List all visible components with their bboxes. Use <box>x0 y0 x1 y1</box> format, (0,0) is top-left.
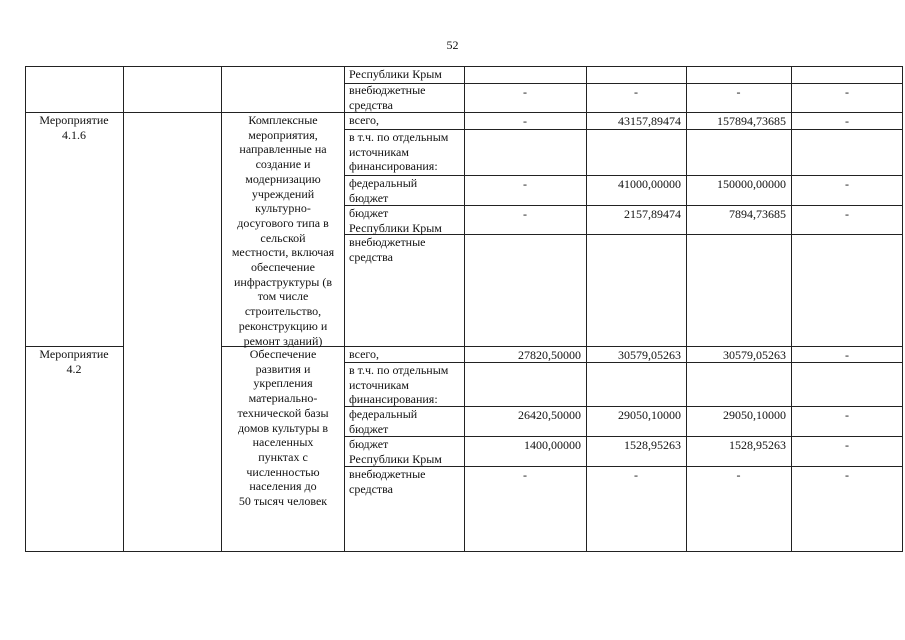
value-cell: 1528,95263 <box>624 438 681 452</box>
column-line <box>902 66 903 552</box>
value-cell: - <box>845 348 849 362</box>
funding-source: федеральный бюджет <box>349 407 418 436</box>
value-cell: - <box>523 177 527 191</box>
funding-source: бюджет Республики Крым <box>349 206 442 235</box>
value-cell: 30579,05263 <box>618 348 681 362</box>
funding-source: всего, <box>349 113 380 127</box>
value-cell: - <box>523 114 527 128</box>
value-cell: - <box>845 177 849 191</box>
value-cell: - <box>736 468 741 482</box>
value-cell: 26420,50000 <box>518 408 581 422</box>
funding-source: внебюджетные средства <box>349 83 426 112</box>
value-cell: 30579,05263 <box>723 348 786 362</box>
value-cell: 2157,89474 <box>624 207 681 221</box>
value-cell: - <box>634 468 638 482</box>
value-cell: - <box>845 408 849 422</box>
funding-source: внебюджетные средства <box>349 235 426 264</box>
value-cell: - <box>523 85 527 99</box>
financing-table <box>25 66 903 552</box>
measure-description: Комплексные мероприятия, направленные на создание и модернизацию учреждений культурно- досугового типа в сельской местности, включая обеспечение инфраструктуры (в том числе строительство, реконструкцию и ремонт зданий) <box>231 113 335 348</box>
value-cell: - <box>845 207 849 221</box>
funding-source: Республики Крым <box>349 67 442 81</box>
measure-label: Мероприятие 4.1.6 <box>39 113 109 142</box>
funding-source: в т.ч. по отдельным источникам финансирования: <box>349 130 449 174</box>
funding-source: всего, <box>349 347 380 361</box>
column-line <box>25 66 26 552</box>
page-number: 52 <box>446 38 459 52</box>
funding-source: в т.ч. по отдельным источникам финансирования: <box>349 363 449 407</box>
value-cell: 29050,10000 <box>723 408 786 422</box>
funding-source: внебюджетные средства <box>349 467 426 496</box>
value-cell: 27820,50000 <box>518 348 581 362</box>
value-cell: - <box>634 85 638 99</box>
value-cell: 1400,00000 <box>524 438 581 452</box>
value-cell: - <box>845 468 849 482</box>
column-line <box>123 66 124 552</box>
value-cell: - <box>523 468 527 482</box>
funding-source: бюджет Республики Крым <box>349 437 442 466</box>
value-cell: 43157,89474 <box>618 114 681 128</box>
value-cell: - <box>736 85 741 99</box>
measure-label: Мероприятие 4.2 <box>39 347 109 376</box>
column-line <box>221 66 222 552</box>
value-cell: 1528,95263 <box>729 438 786 452</box>
value-cell: 41000,00000 <box>618 177 681 191</box>
value-cell: 7894,73685 <box>729 207 786 221</box>
value-cell: 150000,00000 <box>717 177 786 191</box>
value-cell: - <box>523 207 527 221</box>
value-cell: 29050,10000 <box>618 408 681 422</box>
column-line <box>344 66 345 552</box>
funding-source: федеральный бюджет <box>349 176 418 205</box>
value-cell: - <box>845 438 849 452</box>
value-cell: - <box>845 85 849 99</box>
value-cell: 157894,73685 <box>717 114 786 128</box>
measure-description: Обеспечение развития и укрепления материально- технической базы домов культуры в населенных пунктах с численностью населения до 50 тысяч человек <box>237 347 329 509</box>
value-cell: - <box>845 114 849 128</box>
